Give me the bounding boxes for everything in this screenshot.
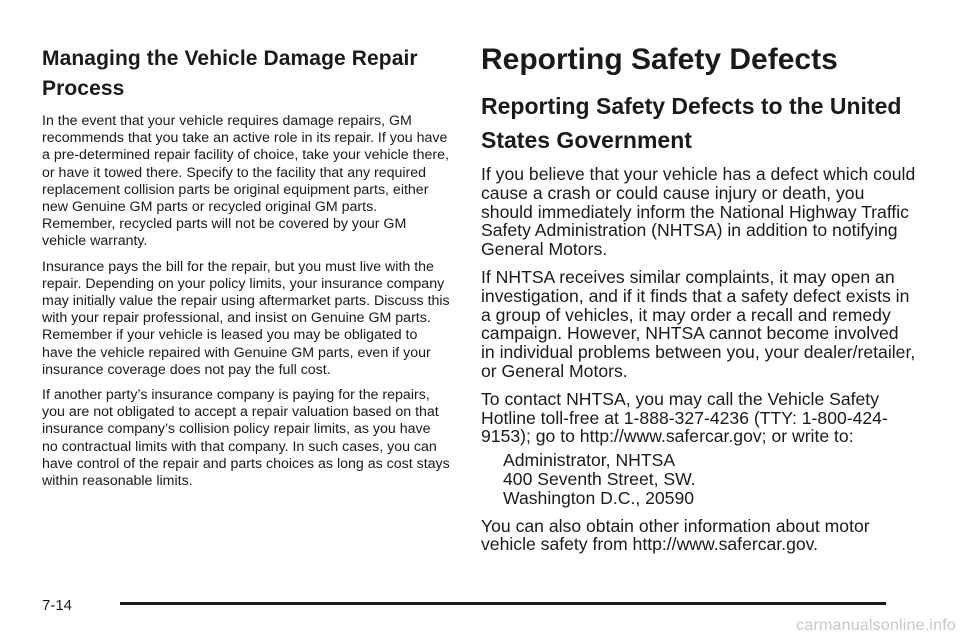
address-line-3: Washington D.C., 20590 (503, 487, 695, 508)
left-column (42, 44, 450, 498)
footer-rule (120, 602, 886, 605)
address-line-1: Administrator, NHTSA (503, 450, 676, 471)
safety-paragraph-2: If NHTSA receives similar complaints, it may open an investigation, and if it finds that a safety defect exists in a group of vehicles, it may order a recall and remedy campaign. However, NHTSA cannot become involved in individual problems between you, your dealer/retailer, or General Motors. (481, 266, 916, 381)
safety-defects-subheading: Reporting Safety Defects to the United States Government (481, 93, 902, 153)
damage-repair-paragraph-3: If another party’s insurance company is paying for the repairs, you are not obligated to accept a repair valuation based on that insurance company’s collision policy repair limits, as you have no contractual limits with that company. In such cases, you can have control of the repair and parts choices as long as cost stays within reasonable limits. (42, 387, 450, 490)
watermark: carmanualsonline.info (796, 617, 956, 634)
page-number: 7-14 (42, 597, 73, 614)
safety-paragraph-3: To contact NHTSA, you may call the Vehicle Safety Hotline toll-free at 1-888-327-4236 (TTY: 1-800-424-9153); go to http://www.safercar.gov; or write to: (481, 388, 888, 447)
nhtsa-address (503, 451, 917, 507)
damage-repair-paragraph-1: In the event that your vehicle requires damage repairs, GM recommends that you take an active role in its repair. If you have a pre-determined repair facility of choice, take your vehicle there, or have it towed there. Specify to the facility that any required replacement collision parts be original equipment parts, either new Genuine GM parts or recycled original GM parts. Remember, recycled parts will not be covered by your GM vehicle warranty. (42, 113, 449, 250)
safety-closing-paragraph: You can also obtain other information about motor vehicle safety from http://www.safercar.gov. (481, 515, 870, 555)
right-column (481, 44, 917, 563)
damage-repair-heading: Managing the Vehicle Damage Repair Process (42, 47, 418, 100)
address-line-2: 400 Seventh Street, SW. (503, 468, 696, 489)
safety-paragraph-1: If you believe that your vehicle has a defect which could cause a crash or could cause injury or death, you should immediately inform the National Highway Traffic Safety Administration (NHTSA) in addition to notifying General Motors. (481, 164, 916, 260)
damage-repair-paragraph-2: Insurance pays the bill for the repair, but you must live with the repair. Depending on your policy limits, your insurance company may initially value the repair using aftermarket parts. Discuss this with your repair professional, and insist on Genuine GM parts. Remember if your vehicle is leased you may be obligated to have the vehicle repaired with Genuine GM parts, even if your insurance coverage does not pay the full cost. (42, 258, 450, 378)
safety-defects-title: Reporting Safety Defects (481, 43, 838, 76)
